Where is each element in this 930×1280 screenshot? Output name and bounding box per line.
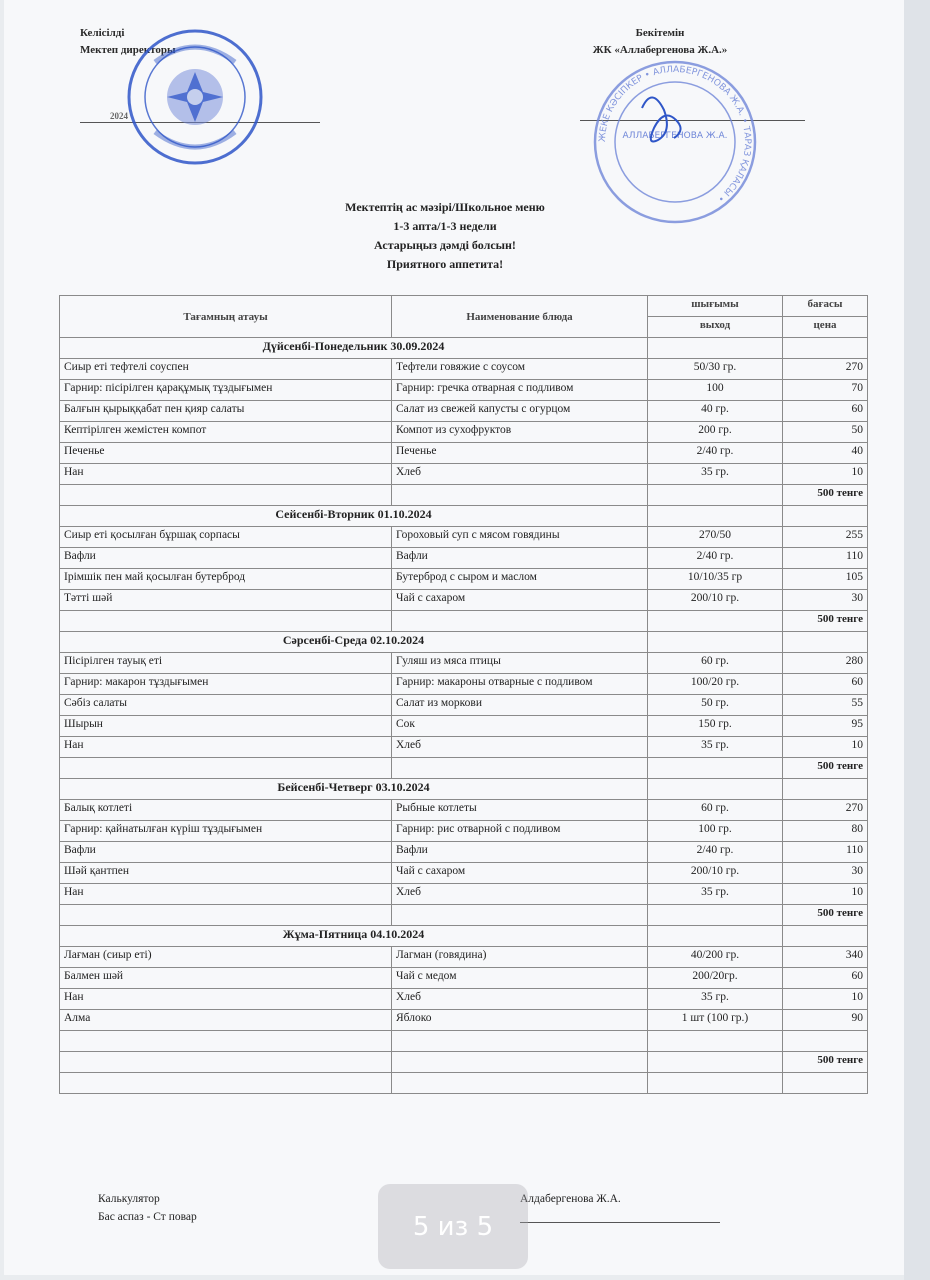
dish-name-kz: Балық котлеті [60,800,392,821]
dish-name-kz: Вафли [60,548,392,569]
dish-yield: 60 гр. [648,653,783,674]
dish-yield: 10/10/35 гр [648,569,783,590]
day-total: 500 тенге [783,758,868,779]
footer-left [98,1190,197,1226]
empty-cell [648,905,783,926]
empty-cell [392,905,648,926]
dish-yield: 50 гр. [648,695,783,716]
table-row [60,548,868,569]
table-row [60,863,868,884]
empty-cell [783,926,868,947]
dish-yield: 100 гр. [648,821,783,842]
header-kz-name: Тағамның атауы [60,296,392,338]
dish-name-ru: Салат из свежей капусты с огурцом [392,401,648,422]
dish-price: 90 [783,1010,868,1031]
day-total-row [60,1052,868,1073]
table-row [60,653,868,674]
empty-cell [648,758,783,779]
dish-price: 60 [783,968,868,989]
dish-name-ru: Салат из моркови [392,695,648,716]
dish-name-kz: Гарнир: қайнатылған күріш тұздығымен [60,821,392,842]
dish-yield: 35 гр. [648,464,783,485]
table-row [60,464,868,485]
empty-cell [648,1031,783,1052]
footer-chef: Бас аспаз - Ст повар [98,1211,197,1223]
dish-name-kz: Сәбіз салаты [60,695,392,716]
title-line4: Приятного аппетита! [386,257,504,271]
dish-name-ru: Компот из сухофруктов [392,422,648,443]
header-yield-kz: шығымы [648,296,783,317]
dish-yield: 40/200 гр. [648,947,783,968]
day-header-row [60,632,868,653]
empty-cell [783,1073,868,1094]
table-row [60,590,868,611]
empty-cell [392,1073,648,1094]
dish-yield: 100 [648,380,783,401]
menu-table [59,295,868,1094]
approval-right-line2: ЖК «Аллабергенова Ж.А.» [592,44,728,56]
dish-name-ru: Яблоко [392,1010,648,1031]
dish-price: 340 [783,947,868,968]
dish-name-kz: Сиыр еті тефтелі соуспен [60,359,392,380]
table-row [60,737,868,758]
empty-cell [60,1052,392,1073]
day-title: Сейсенбі-Вторник 01.10.2024 [60,506,648,527]
table-row [60,527,868,548]
empty-row [60,1031,868,1052]
footer-calculator: Калькулятор [98,1193,160,1205]
empty-cell [783,632,868,653]
table-row [60,380,868,401]
table-row [60,1010,868,1031]
day-title: Бейсенбі-Четверг 03.10.2024 [60,779,648,800]
empty-cell [783,338,868,359]
empty-cell [392,1052,648,1073]
dish-name-ru: Гарнир: гречка отварная с подливом [392,380,648,401]
dish-name-ru: Чай с медом [392,968,648,989]
dish-price: 40 [783,443,868,464]
empty-cell [783,779,868,800]
empty-cell [783,506,868,527]
day-header-row [60,926,868,947]
day-title: Дүйсенбі-Понедельник 30.09.2024 [60,338,648,359]
dish-price: 270 [783,359,868,380]
dish-price: 30 [783,590,868,611]
dish-price: 60 [783,674,868,695]
dish-price: 110 [783,842,868,863]
dish-name-ru: Сок [392,716,648,737]
empty-cell [648,926,783,947]
dish-name-kz: Гарнир: пісірілген қарақұмық тұздығымен [60,380,392,401]
day-title: Жұма-Пятница 04.10.2024 [60,926,648,947]
day-header-row [60,338,868,359]
dish-price: 95 [783,716,868,737]
empty-cell [60,1031,392,1052]
table-row [60,821,868,842]
dish-name-ru: Печенье [392,443,648,464]
dish-name-kz: Ірімшік пен май қосылған бутерброд [60,569,392,590]
dish-name-kz: Кептірілген жемістен компот [60,422,392,443]
empty-cell [60,758,392,779]
empty-cell [648,485,783,506]
dish-yield: 270/50 [648,527,783,548]
empty-cell [648,1052,783,1073]
footer-signature-line [520,1222,720,1223]
empty-cell [60,1073,392,1094]
stamp-ring-text: ЖЕКЕ КӘСІПКЕР • АЛЛАБЕРГЕНОВА Ж.А. • ТАРАЗ ҚАЛАСЫ • [597,64,753,204]
dish-name-kz: Нан [60,884,392,905]
table-row [60,968,868,989]
footer-signatory: Алдабергенова Ж.А. [520,1193,621,1205]
empty-cell [648,632,783,653]
dish-price: 10 [783,737,868,758]
table-row [60,695,868,716]
table-row [60,884,868,905]
empty-cell [783,1031,868,1052]
dish-name-ru: Тефтели говяжие с соусом [392,359,648,380]
header-ru-name: Наименование блюда [392,296,648,338]
title-line3: Астарыңыз дәмді болсын! [374,238,516,252]
dish-price: 70 [783,380,868,401]
dish-name-ru: Лагман (говядина) [392,947,648,968]
table-row [60,842,868,863]
empty-cell [392,1031,648,1052]
menu-title-block [300,198,590,274]
day-header-row [60,779,868,800]
dish-name-kz: Балғын қырыққабат пен қияр салаты [60,401,392,422]
dish-price: 10 [783,989,868,1010]
dish-name-ru: Хлеб [392,464,648,485]
table-header-row [60,296,868,317]
dish-yield: 200 гр. [648,422,783,443]
dish-yield: 35 гр. [648,884,783,905]
dish-price: 270 [783,800,868,821]
dish-yield: 200/10 гр. [648,863,783,884]
dish-price: 80 [783,821,868,842]
dish-yield: 35 гр. [648,989,783,1010]
dish-yield: 50/30 гр. [648,359,783,380]
empty-cell [60,905,392,926]
empty-cell [648,779,783,800]
title-line2: 1-3 апта/1-3 недели [393,219,497,233]
dish-yield: 100/20 гр. [648,674,783,695]
dish-name-ru: Чай с сахаром [392,590,648,611]
table-row [60,359,868,380]
dish-yield: 40 гр. [648,401,783,422]
dish-price: 55 [783,695,868,716]
day-total: 500 тенге [783,611,868,632]
dish-name-kz: Нан [60,989,392,1010]
approval-header-right [560,25,760,59]
dish-price: 30 [783,863,868,884]
dish-yield: 60 гр. [648,800,783,821]
header-yield-ru: выход [648,317,783,338]
dish-name-kz: Нан [60,464,392,485]
header-price-ru: цена [783,317,868,338]
dish-name-ru: Гарнир: макароны отварные с подливом [392,674,648,695]
dish-name-ru: Хлеб [392,989,648,1010]
table-row [60,422,868,443]
dish-price: 60 [783,401,868,422]
dish-yield: 200/10 гр. [648,590,783,611]
dish-name-kz: Сиыр еті қосылған бұршақ сорпасы [60,527,392,548]
empty-cell [648,611,783,632]
table-row [60,401,868,422]
dish-yield: 1 шт (100 гр.) [648,1010,783,1031]
dish-name-kz: Лағман (сиыр еті) [60,947,392,968]
day-total-row [60,611,868,632]
day-total: 500 тенге [783,485,868,506]
empty-cell [648,506,783,527]
dish-name-ru: Гороховый суп с мясом говядины [392,527,648,548]
dish-price: 280 [783,653,868,674]
dish-name-kz: Пісірілген тауық еті [60,653,392,674]
dish-yield: 150 гр. [648,716,783,737]
page-edge [904,0,930,1280]
dish-name-ru: Гарнир: рис отварной с подливом [392,821,648,842]
empty-cell [60,611,392,632]
dish-name-kz: Шәй қантпен [60,863,392,884]
day-total-row [60,485,868,506]
dish-price: 110 [783,548,868,569]
left-date: 2024 [110,111,128,121]
empty-row [60,1073,868,1094]
header-price-kz: бағасы [783,296,868,317]
dish-price: 10 [783,884,868,905]
dish-name-ru: Бутерброд с сыром и маслом [392,569,648,590]
table-row [60,674,868,695]
day-title: Сәрсенбі-Среда 02.10.2024 [60,632,648,653]
dish-price: 105 [783,569,868,590]
dish-name-kz: Нан [60,737,392,758]
approval-left-line2: Мектеп директоры [80,44,176,56]
dish-name-kz: Печенье [60,443,392,464]
day-total: 500 тенге [783,905,868,926]
day-total: 500 тенге [783,1052,868,1073]
table-row [60,569,868,590]
dish-yield: 200/20гр. [648,968,783,989]
page-indicator: 5 из 5 [378,1184,528,1269]
dish-name-kz: Балмен шәй [60,968,392,989]
table-row [60,989,868,1010]
dish-price: 255 [783,527,868,548]
dish-yield: 35 гр. [648,737,783,758]
empty-cell [648,338,783,359]
dish-price: 50 [783,422,868,443]
dish-name-ru: Хлеб [392,884,648,905]
table-row [60,800,868,821]
table-row [60,947,868,968]
approval-left-line1: Келісілді [80,27,125,39]
table-row [60,443,868,464]
empty-cell [648,1073,783,1094]
dish-name-kz: Вафли [60,842,392,863]
dish-name-ru: Чай с сахаром [392,863,648,884]
dish-name-ru: Вафли [392,548,648,569]
dish-name-ru: Гуляш из мяса птицы [392,653,648,674]
stamp-name-text: АЛЛАБЕРГЕНОВА Ж.А. [622,131,728,141]
dish-name-kz: Шырын [60,716,392,737]
dish-yield: 2/40 гр. [648,443,783,464]
dish-name-kz: Алма [60,1010,392,1031]
dish-name-ru: Хлеб [392,737,648,758]
dish-yield: 2/40 гр. [648,548,783,569]
school-seal-icon [125,12,265,182]
dish-price: 10 [783,464,868,485]
dish-name-ru: Рыбные котлеты [392,800,648,821]
day-header-row [60,506,868,527]
day-total-row [60,758,868,779]
dish-name-ru: Вафли [392,842,648,863]
approval-right-line1: Бекітемін [635,27,685,39]
dish-yield: 2/40 гр. [648,842,783,863]
empty-cell [60,485,392,506]
dish-name-kz: Гарнир: макарон тұздығымен [60,674,392,695]
day-total-row [60,905,868,926]
empty-cell [392,485,648,506]
empty-cell [392,611,648,632]
dish-name-kz: Тәтті шәй [60,590,392,611]
table-row [60,716,868,737]
title-line1: Мектептің ас мәзірі/Школьное меню [345,200,545,214]
empty-cell [392,758,648,779]
entrepreneur-stamp-icon [580,60,770,225]
